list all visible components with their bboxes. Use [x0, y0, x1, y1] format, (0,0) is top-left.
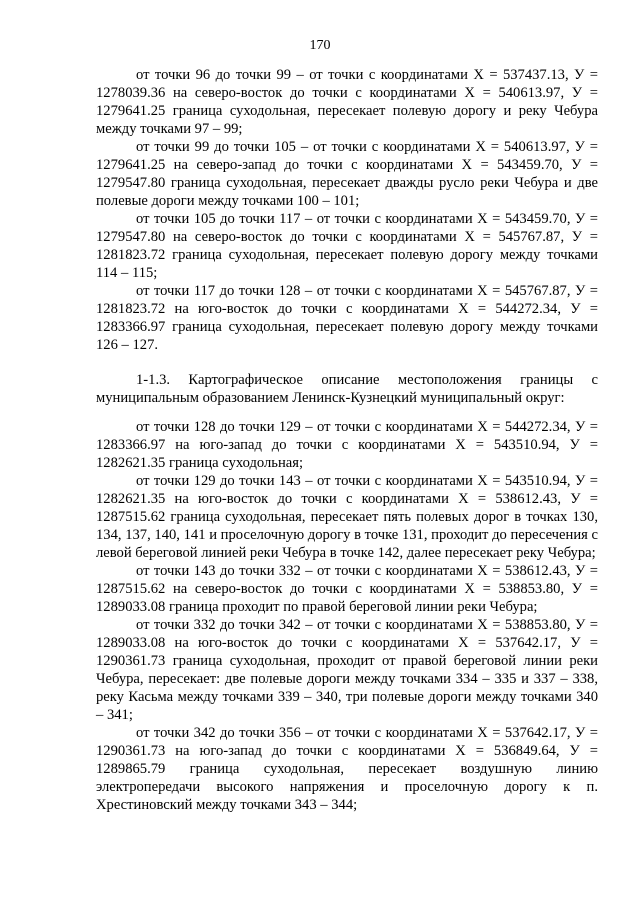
boundary-segment-paragraph: от точки 143 до точки 332 – от точки с координатами Х = 538612.43, У = 1287515.62 на северо-восток до точки с координатами Х = 538853.80, У = 1289033.08 граница проходит по правой береговой линии реки Чебура; — [96, 563, 598, 615]
boundary-segment-paragraph: от точки 96 до точки 99 – от точки с координатами Х = 537437.13, У = 1278039.36 на северо-восток до точки с координатами Х = 540613.97, У = 1279641.25 граница суходольная, пересекает полевую дорогу и реку Чебура между точками 97 – 99; — [96, 67, 598, 137]
boundary-segment-paragraph: от точки 128 до точки 129 – от точки с координатами Х = 544272.34, У = 1283366.97 на юго-запад до точки с координатами Х = 543510.94, У = 1282621.35 граница суходольная; — [96, 419, 598, 471]
boundary-segment-paragraph: от точки 105 до точки 117 – от точки с координатами Х = 543459.70, У = 1279547.80 на северо-восток до точки с координатами Х = 545767.87, У = 1281823.72 граница суходольная, пересекает полевую дорогу между точками 114 – 115; — [96, 211, 598, 281]
boundary-segment-paragraph: от точки 99 до точки 105 – от точки с координатами Х = 540613.97, У = 1279641.25 на северо-запад до точки с координатами Х = 543459.70, У = 1279547.80 граница суходольная, пересекает дважды русло реки Чебура и две полевые дороги между точками 100 – 101; — [96, 139, 598, 209]
section-spacer — [96, 354, 598, 371]
boundary-segment-paragraph: от точки 332 до точки 342 – от точки с координатами Х = 538853.80, У = 1289033.08 на юго-восток до точки с координатами Х = 537642.17, У = 1290361.73 граница суходольная, проходит от правой береговой линии реки Чебура, пересекает: две полевые дороги между точками 334 – 335 и 337 – 338, реку Касьма между точками 339 – 340, три полевые дороги между точками 340 – 341; — [96, 617, 598, 723]
boundary-segment-paragraph: от точки 342 до точки 356 – от точки с координатами Х = 537642.17, У = 1290361.73 на юго-запад до точки с координатами Х = 536849.64, У = 1289865.79 граница суходольная, пересекает воздушную линию электропередачи высокого напряжения и проселочную дорогу к п. Хрестиновский между точками 343 – 344; — [96, 725, 598, 813]
boundary-segment-paragraph: от точки 117 до точки 128 – от точки с координатами Х = 545767.87, У = 1281823.72 на юго-восток до точки с координатами Х = 544272.34, У = 1283366.97 граница суходольная, пересекает полевую дорогу между точками 126 – 127. — [96, 283, 598, 353]
boundary-segment-paragraph: от точки 129 до точки 143 – от точки с координатами Х = 543510.94, У = 1282621.35 на юго-восток до точки с координатами Х = 538612.43, У = 1287515.62 граница суходольная, пересекает пять полевых дорог в точках 130, 134, 137, 140, 141 и проселочную дорогу в точке 131, проходит до пересечения с левой береговой линией реки Чебура в точке 142, далее пересекает реку Чебура; — [96, 473, 598, 561]
page-number: 170 — [309, 38, 331, 53]
section-spacer — [96, 407, 598, 418]
document-body — [96, 66, 598, 814]
section-heading: 1-1.3. Картографическое описание местоположения границы с муниципальным образованием Ленинск-Кузнецкий муниципальный округ: — [96, 372, 598, 406]
